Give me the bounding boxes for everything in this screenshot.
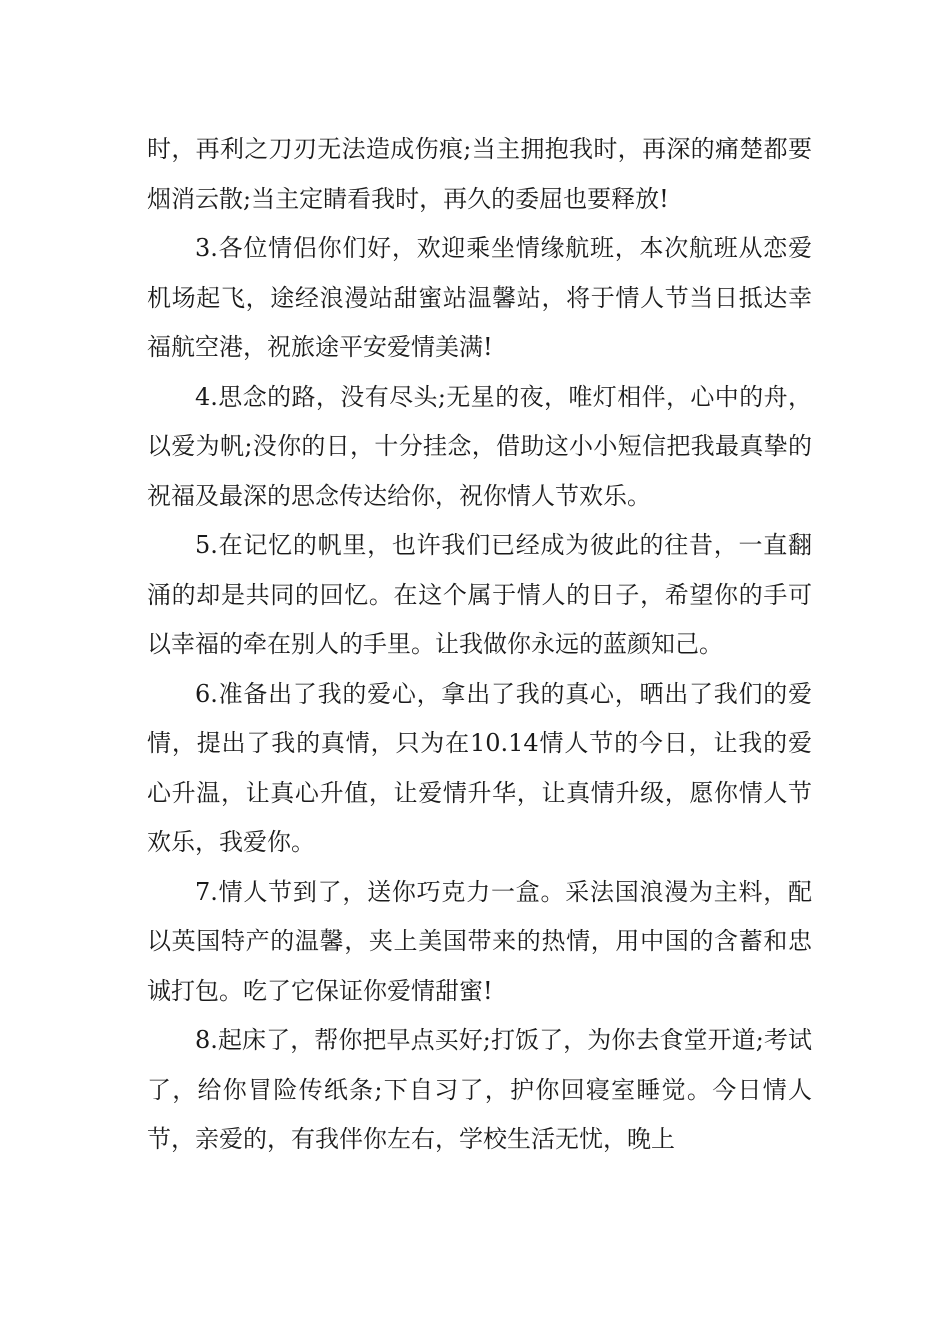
- paragraph-item-4: 4.思念的路，没有尽头;无星的夜，唯灯相伴，心中的舟，以爱为帆;没你的日，十分挂念，借助这小小短信把我最真挚的祝福及最深的思念传达给你，祝你情人节欢乐。: [147, 382, 812, 510]
- document-body: [147, 125, 812, 1165]
- paragraph-continued: 时，再利之刀刃无法造成伤痕;当主拥抱我时，再深的痛楚都要烟消云散;当主定睛看我时，再久的委屈也要释放!: [147, 135, 812, 213]
- paragraph-item-6: 6.准备出了我的爱心，拿出了我的真心，晒出了我们的爱情，提出了我的真情，只为在10.14情人节的今日，让我的爱心升温，让真心升值，让爱情升华，让真情升级，愿你情人节欢乐，我爱你。: [147, 679, 812, 856]
- paragraph-item-7: 7.情人节到了，送你巧克力一盒。采法国浪漫为主料，配以英国特产的温馨，夹上美国带来的热情，用中国的含蓄和忠诚打包。吃了它保证你爱情甜蜜!: [147, 877, 812, 1005]
- paragraph-item-5: 5.在记忆的帆里，也许我们已经成为彼此的往昔，一直翻涌的却是共同的回忆。在这个属于情人的日子，希望你的手可以幸福的牵在别人的手里。让我做你永远的蓝颜知己。: [147, 531, 812, 658]
- paragraph-item-3: 3.各位情侣你们好，欢迎乘坐情缘航班，本次航班从恋爱机场起飞，途经浪漫站甜蜜站温馨站，将于情人节当日抵达幸福航空港，祝旅途平安爱情美满!: [147, 234, 812, 361]
- paragraph-item-8: 8.起床了，帮你把早点买好;打饭了，为你去食堂开道;考试了，给你冒险传纸条;下自习了，护你回寝室睡觉。今日情人节，亲爱的，有我伴你左右，学校生活无忧，晚上: [147, 1026, 812, 1153]
